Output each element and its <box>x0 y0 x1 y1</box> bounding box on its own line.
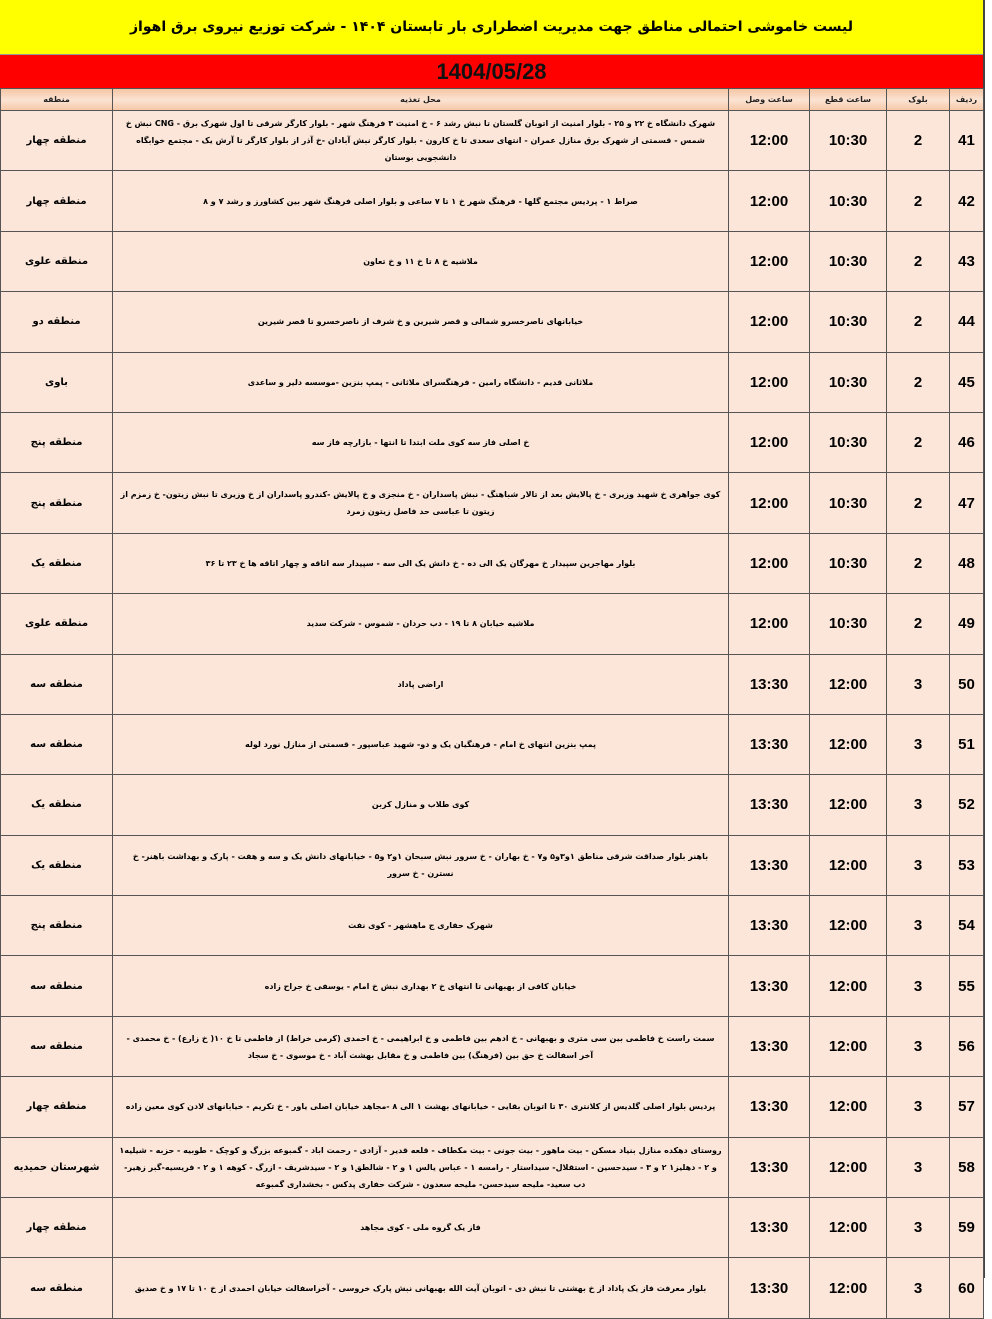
block-cell: 2 <box>887 412 950 472</box>
row-number-cell: 55 <box>950 956 984 1016</box>
block-cell: 3 <box>887 1137 950 1197</box>
table-row <box>1 1016 984 1076</box>
cut-time-cell: 10:30 <box>810 171 887 231</box>
reconnect-time-cell: 12:00 <box>729 292 810 352</box>
table-row <box>1 111 984 171</box>
reconnect-time-cell: 13:30 <box>729 1077 810 1137</box>
reconnect-time-cell: 12:00 <box>729 352 810 412</box>
location-cell: صراط ۱ - پردیس مجتمع گلها - فرهنگ شهر خ ۱ تا ۷ ساعی و بلوار اصلی فرهنگ شهر بین کشاورز و رشد ۷ و ۸ <box>113 171 729 231</box>
cut-time-cell: 12:00 <box>810 835 887 895</box>
cut-time-cell: 10:30 <box>810 594 887 654</box>
location-cell: ملاشیه خ ۸ تا خ ۱۱ و خ تعاون <box>113 231 729 291</box>
table-row <box>1 714 984 774</box>
region-cell: منطقه سه <box>1 714 113 774</box>
row-number-cell: 53 <box>950 835 984 895</box>
reconnect-time-cell: 13:30 <box>729 714 810 774</box>
location-cell: ملاثانی قدیم - دانشگاه رامین - فرهنگسرای ملاثانی - پمپ بنزین -موسسه دلیر و ساعدی <box>113 352 729 412</box>
location-cell: بلوار معرفت فاز یک پاداد از خ بهشتی تا نبش دی - اتوبان آیت الله بهبهانی نبش پارک خروسی - آخراسفالت خیابان احمدی از خ ۱۰ تا ۱۷ و خ صدیق <box>113 1258 729 1318</box>
row-number-cell: 58 <box>950 1137 984 1197</box>
reconnect-time-cell: 13:30 <box>729 654 810 714</box>
reconnect-time-cell: 12:00 <box>729 231 810 291</box>
row-number-cell: 48 <box>950 533 984 593</box>
reconnect-time-cell: 12:00 <box>729 473 810 533</box>
header-block: بلوک <box>887 89 950 111</box>
block-cell: 2 <box>887 473 950 533</box>
header-cut-time: ساعت قطع <box>810 89 887 111</box>
block-cell: 2 <box>887 231 950 291</box>
region-cell: منطقه سه <box>1 654 113 714</box>
cut-time-cell: 10:30 <box>810 473 887 533</box>
block-cell: 3 <box>887 956 950 1016</box>
location-cell: خیابانهای ناصرخسرو شمالی و قصر شیرین و خ شرف از ناصرخسرو تا قصر شیرین <box>113 292 729 352</box>
table-row <box>1 171 984 231</box>
row-number-cell: 54 <box>950 896 984 956</box>
document-title: لیست خاموشی احتمالی مناطق جهت مدیریت اضطراری بار تابستان ۱۴۰۴ - شرکت توزیع نیروی برق اهواز <box>0 0 983 55</box>
cut-time-cell: 12:00 <box>810 1016 887 1076</box>
location-cell: فاز یک گروه ملی - کوی مجاهد <box>113 1198 729 1258</box>
block-cell: 3 <box>887 1016 950 1076</box>
schedule-date: 1404/05/28 <box>0 55 983 88</box>
cut-time-cell: 10:30 <box>810 412 887 472</box>
block-cell: 2 <box>887 171 950 231</box>
region-cell: منطقه پنج <box>1 412 113 472</box>
row-number-cell: 52 <box>950 775 984 835</box>
location-cell: روستای دهکده منازل بنیاد مسکن - بیت ماهور - بیت جونی - بیت مکطاف - قلعه قدیر - آزادی - رحمت اباد - گمبوعه بزرگ و کوچک - طوبیه - حزبه - شیلیه۱ و ۲ - دهلیز۱ ۲ و ۳ - سیدحسین - استقلال- سیداستار - رامسه ۱ - عباس یالس ۱ و ۲ - شالطق۱ و ۲ - سیدشریف - ازرگ - کوهه ۱ و ۲ - فریسیه-گبر زهیر- دب سعید- ملیحه سیدحسن- ملیحه سعدون - شرکت حفاری پدکس - بخشداری گمبوعه <box>113 1137 729 1197</box>
region-cell: منطقه علوی <box>1 231 113 291</box>
reconnect-time-cell: 13:30 <box>729 1198 810 1258</box>
table-row <box>1 1077 984 1137</box>
block-cell: 3 <box>887 1077 950 1137</box>
cut-time-cell: 12:00 <box>810 896 887 956</box>
row-number-cell: 50 <box>950 654 984 714</box>
table-row <box>1 533 984 593</box>
block-cell: 3 <box>887 714 950 774</box>
table-row <box>1 473 984 533</box>
location-cell: اراضی پاداد <box>113 654 729 714</box>
reconnect-time-cell: 12:00 <box>729 171 810 231</box>
block-cell: 3 <box>887 654 950 714</box>
table-row <box>1 292 984 352</box>
region-cell: منطقه پنج <box>1 896 113 956</box>
block-cell: 3 <box>887 1258 950 1318</box>
table-row <box>1 835 984 895</box>
region-cell: منطقه دو <box>1 292 113 352</box>
location-cell: پمپ بنزین انتهای خ امام - فرهنگیان یک و دو- شهید عباسپور - قسمتی از منازل نورد لوله <box>113 714 729 774</box>
reconnect-time-cell: 12:00 <box>729 412 810 472</box>
cut-time-cell: 10:30 <box>810 533 887 593</box>
location-cell: کوی جواهری خ شهید وزیری - خ پالایش بعد از تالار شباهنگ - نبش پاسداران - خ منجزی و خ پالایش -کندرو پاسداران از خ وزیری تا نبش زیتون- خ زمزم از زیتون تا عباسی حد فاصل زیتون زمرد <box>113 473 729 533</box>
region-cell: منطقه چهار <box>1 1198 113 1258</box>
header-region: منطقه <box>1 89 113 111</box>
region-cell: منطقه یک <box>1 835 113 895</box>
reconnect-time-cell: 13:30 <box>729 1258 810 1318</box>
reconnect-time-cell: 13:30 <box>729 956 810 1016</box>
location-cell: خیابان کافی از بهبهانی تا انتهای خ ۲ بهداری نبش خ امام - یوسفی خ جراح زاده <box>113 956 729 1016</box>
region-cell: منطقه چهار <box>1 171 113 231</box>
reconnect-time-cell: 12:00 <box>729 111 810 171</box>
row-number-cell: 59 <box>950 1198 984 1258</box>
cut-time-cell: 12:00 <box>810 1258 887 1318</box>
table-row <box>1 654 984 714</box>
cut-time-cell: 12:00 <box>810 714 887 774</box>
cut-time-cell: 12:00 <box>810 775 887 835</box>
table-row <box>1 594 984 654</box>
table-row <box>1 896 984 956</box>
row-number-cell: 44 <box>950 292 984 352</box>
row-number-cell: 43 <box>950 231 984 291</box>
location-cell: باهنر بلوار صداقت شرقی مناطق ۱و۳و۵ و۷ - خ بهاران - خ سرور نبش سبحان ۱و۲ و۵ - خیابانهای دانش یک و سه و هفت - پارک و بهداشت باهنر- خ نسترن - خ سرور <box>113 835 729 895</box>
table-row <box>1 412 984 472</box>
cut-time-cell: 12:00 <box>810 1077 887 1137</box>
table-row <box>1 1258 984 1318</box>
cut-time-cell: 10:30 <box>810 231 887 291</box>
region-cell: شهرستان حمیدیه <box>1 1137 113 1197</box>
block-cell: 3 <box>887 775 950 835</box>
region-cell: منطقه چهار <box>1 111 113 171</box>
location-cell: شهرک دانشگاه خ ۲۲ و ۲۵ - بلوار امنیت از اتوبان گلستان تا نبش رشد ۶ - خ امنیت ۳ فرهنگ شهر - بلوار کارگر شرقی تا اول شهرک برق - CNG نبش خ شمس - قسمتی از شهرک برق منازل عمران - انتهای سعدی تا خ کارون - بلوار کارگر نبش آبادان -خ آذر از بلوار کارگر تا آرش یک - مجتمع خوابگاه دانشجویی بوستان <box>113 111 729 171</box>
row-number-cell: 49 <box>950 594 984 654</box>
row-number-cell: 51 <box>950 714 984 774</box>
block-cell: 3 <box>887 896 950 956</box>
region-cell: منطقه یک <box>1 775 113 835</box>
region-cell: منطقه علوی <box>1 594 113 654</box>
row-number-cell: 46 <box>950 412 984 472</box>
table-row <box>1 352 984 412</box>
header-reconnect-time: ساعت وصل <box>729 89 810 111</box>
header-row-number: ردیف <box>950 89 984 111</box>
region-cell: منطقه چهار <box>1 1077 113 1137</box>
header-location: محل تغذیه <box>113 89 729 111</box>
region-cell: منطقه سه <box>1 956 113 1016</box>
row-number-cell: 42 <box>950 171 984 231</box>
cut-time-cell: 12:00 <box>810 956 887 1016</box>
table-row <box>1 1198 984 1258</box>
row-number-cell: 45 <box>950 352 984 412</box>
region-cell: باوی <box>1 352 113 412</box>
block-cell: 2 <box>887 111 950 171</box>
location-cell: کوی طلاب و منازل کربن <box>113 775 729 835</box>
table-row <box>1 956 984 1016</box>
cut-time-cell: 10:30 <box>810 352 887 412</box>
reconnect-time-cell: 13:30 <box>729 835 810 895</box>
row-number-cell: 57 <box>950 1077 984 1137</box>
reconnect-time-cell: 12:00 <box>729 594 810 654</box>
table-header-row <box>1 89 984 111</box>
row-number-cell: 56 <box>950 1016 984 1076</box>
cut-time-cell: 12:00 <box>810 654 887 714</box>
cut-time-cell: 12:00 <box>810 1198 887 1258</box>
region-cell: منطقه سه <box>1 1258 113 1318</box>
table-row <box>1 1137 984 1197</box>
table-row <box>1 231 984 291</box>
block-cell: 3 <box>887 1198 950 1258</box>
reconnect-time-cell: 13:30 <box>729 1016 810 1076</box>
block-cell: 2 <box>887 352 950 412</box>
table-row <box>1 775 984 835</box>
location-cell: ملاشیه خیابان ۸ تا ۱۹ - دب حردان - شموس - شرکت سدید <box>113 594 729 654</box>
cut-time-cell: 12:00 <box>810 1137 887 1197</box>
block-cell: 3 <box>887 835 950 895</box>
block-cell: 2 <box>887 292 950 352</box>
location-cell: خ اصلی فاز سه کوی ملت ابتدا تا انتها - بازارچه فاز سه <box>113 412 729 472</box>
reconnect-time-cell: 12:00 <box>729 533 810 593</box>
block-cell: 2 <box>887 594 950 654</box>
cut-time-cell: 10:30 <box>810 292 887 352</box>
cut-time-cell: 10:30 <box>810 111 887 171</box>
location-cell: بلوار مهاجرین سپیدار خ مهرگان یک الی ده - خ دانش یک الی سه - سپیدار سه اتاقه و چهار اتاقه ها خ ۲۳ تا ۳۶ <box>113 533 729 593</box>
region-cell: منطقه پنج <box>1 473 113 533</box>
location-cell: سمت راست خ فاطمی بین سی متری و بهبهانی - خ ادهم بین فاطمی و خ ابراهیمی - خ احمدی (کرمی خراط) از فاطمی تا خ ۱۰( خ زارع) - خ محمدی - آخر اسفالت خ حق بین (فرهنگ) بین فاطمی و خ مقابل بهشت آباد - خ موسوی - خ سجاد <box>113 1016 729 1076</box>
block-cell: 2 <box>887 533 950 593</box>
reconnect-time-cell: 13:30 <box>729 1137 810 1197</box>
row-number-cell: 41 <box>950 111 984 171</box>
reconnect-time-cell: 13:30 <box>729 775 810 835</box>
location-cell: پردیس بلوار اصلی گلدیس از کلانتری ۳۰ تا اتوبان بقایی - خیابانهای بهشت ۱ الی ۸ -مجاهد خیابان اصلی یاور - خ تکریم - خیابانهای لادن کوی معین زاده <box>113 1077 729 1137</box>
region-cell: منطقه سه <box>1 1016 113 1076</box>
row-number-cell: 47 <box>950 473 984 533</box>
reconnect-time-cell: 13:30 <box>729 896 810 956</box>
row-number-cell: 60 <box>950 1258 984 1318</box>
outage-table <box>0 88 984 1319</box>
location-cell: شهرک حفاری ج ماهشهر - کوی نفت <box>113 896 729 956</box>
region-cell: منطقه یک <box>1 533 113 593</box>
